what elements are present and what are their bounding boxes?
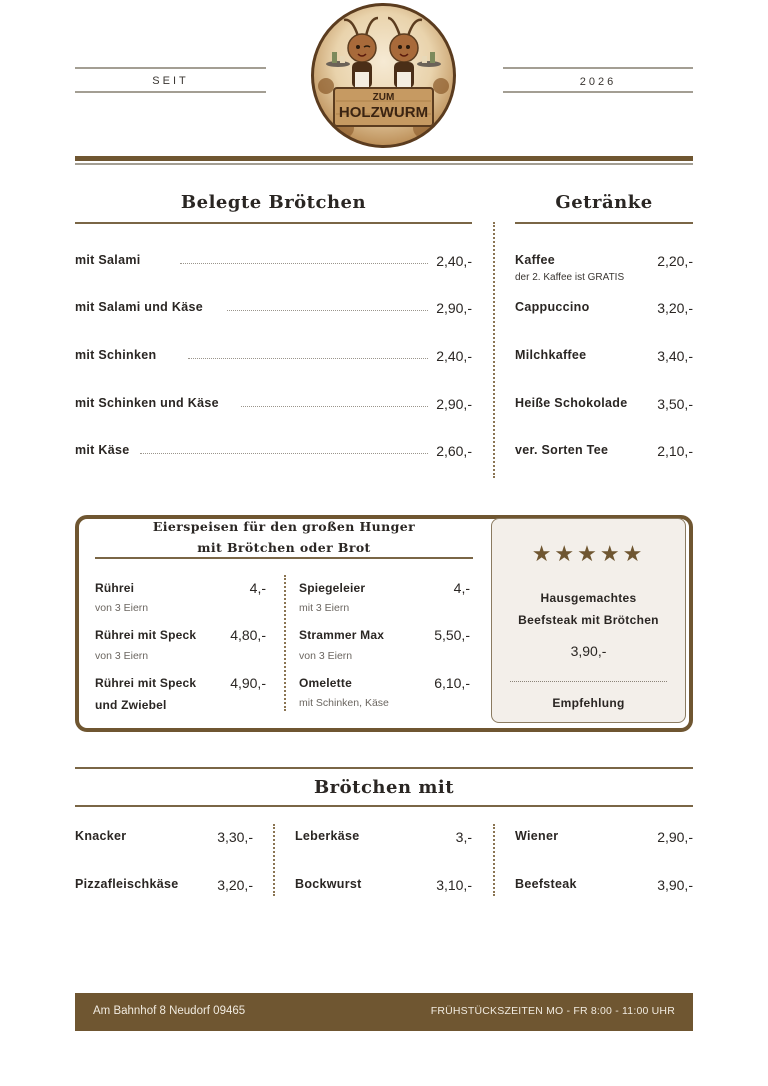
logo <box>311 3 456 148</box>
item-note: mit 3 Eiern <box>299 602 350 614</box>
item-name: Leberkäse <box>295 829 360 843</box>
item-name: Omelette <box>299 676 352 690</box>
header-divider-thin <box>75 163 693 165</box>
item-price: 2,60,- <box>436 443 472 459</box>
year-label: 2026 <box>579 76 617 88</box>
item-price: 3,10,- <box>436 877 472 893</box>
item-price: 2,90,- <box>436 396 472 412</box>
eggs-title-line1: Eierspeisen für den großen Hunger <box>152 519 416 534</box>
item-price: 4,- <box>453 580 470 596</box>
header-divider-thick <box>75 156 693 161</box>
section-rule-bottom <box>75 805 693 807</box>
dot-leader <box>188 358 428 359</box>
item-price: 3,20,- <box>217 877 253 893</box>
star-rating-icon: ★★★★★ <box>531 541 646 566</box>
item-price: 2,40,- <box>436 348 472 364</box>
item-note: der 2. Kaffee ist GRATIS <box>515 272 625 283</box>
item-price: 3,- <box>455 829 472 845</box>
item-price: 4,80,- <box>230 627 266 643</box>
item-name: Bockwurst <box>295 877 362 891</box>
recommendation-line2: Beefsteak mit Brötchen <box>518 613 659 627</box>
item-note: von 3 Eiern <box>95 650 149 662</box>
item-name: Pizzafleischkäse <box>75 877 179 891</box>
section-title: Getränke <box>555 192 653 213</box>
item-price: 4,90,- <box>230 675 266 691</box>
item-price: 2,10,- <box>657 443 693 459</box>
section-rule <box>75 222 472 224</box>
item-name: Strammer Max <box>299 628 385 642</box>
column-divider <box>273 824 275 896</box>
item-name: Spiegeleier <box>299 581 366 595</box>
since-label: SEIT <box>152 75 189 87</box>
item-name: mit Schinken <box>75 348 157 362</box>
item-price: 3,40,- <box>657 348 693 364</box>
item-price: 2,90,- <box>657 829 693 845</box>
dot-leader <box>140 453 428 454</box>
item-price: 6,10,- <box>434 675 470 691</box>
item-price: 3,20,- <box>657 300 693 316</box>
header-line-right-top <box>503 67 693 69</box>
item-name-line2: und Zwiebel <box>95 698 167 712</box>
eggs-title-line2: mit Brötchen oder Brot <box>197 540 371 555</box>
recommendation-label: Empfehlung <box>552 696 625 710</box>
item-price: 2,90,- <box>436 300 472 316</box>
footer-hours: FRÜHSTÜCKSZEITEN MO - FR 8:00 - 11:00 UHR <box>430 1005 675 1017</box>
recommendation-line1: Hausgemachtes <box>540 591 637 605</box>
recommendation-card <box>491 518 686 723</box>
item-name: Knacker <box>75 829 127 843</box>
column-divider <box>493 824 495 896</box>
recommendation-price: 3,90,- <box>570 643 607 659</box>
item-name: Heiße Schokolade <box>515 396 628 410</box>
logo-text-holzwurm: HOLZWURM <box>338 104 429 121</box>
header-line-left-top <box>75 67 266 69</box>
item-price: 2,40,- <box>436 253 472 269</box>
dot-leader <box>241 406 428 407</box>
item-name: Rührei <box>95 581 135 595</box>
section-rule <box>515 222 693 224</box>
item-name: Rührei mit Speck <box>95 676 197 690</box>
eggs-column-divider <box>284 575 286 711</box>
eggs-rule <box>95 557 473 559</box>
item-price: 3,50,- <box>657 396 693 412</box>
item-name: Cappuccino <box>515 300 590 314</box>
footer-address: Am Bahnhof 8 Neudorf 09465 <box>93 1005 246 1017</box>
header-line-right-bottom <box>503 91 693 93</box>
recommendation-divider <box>510 681 667 682</box>
section-title: Belegte Brötchen <box>180 192 367 213</box>
item-note: von 3 Eiern <box>95 602 149 614</box>
item-name: Rührei mit Speck <box>95 628 197 642</box>
item-price: 3,90,- <box>657 877 693 893</box>
item-price: 2,20,- <box>657 253 693 269</box>
item-note: von 3 Eiern <box>299 650 353 662</box>
item-name: Kaffee <box>515 253 556 267</box>
item-name: Wiener <box>515 829 559 843</box>
logo-text-zum: ZUM <box>372 92 395 103</box>
section-rule-top <box>75 767 693 769</box>
item-price: 4,- <box>249 580 266 596</box>
dot-leader <box>227 310 428 311</box>
header-line-left-bottom <box>75 91 266 93</box>
column-divider <box>493 222 495 478</box>
dot-leader <box>180 263 428 264</box>
section-title: Brötchen mit <box>313 777 455 798</box>
item-name: Beefsteak <box>515 877 577 891</box>
item-price: 5,50,- <box>434 627 470 643</box>
item-note: mit Schinken, Käse <box>299 697 389 709</box>
item-name: Milchkaffee <box>515 348 587 362</box>
item-name: mit Käse <box>75 443 130 457</box>
item-name: mit Schinken und Käse <box>75 396 219 410</box>
item-price: 3,30,- <box>217 829 253 845</box>
item-name: ver. Sorten Tee <box>515 443 609 457</box>
item-name: mit Salami <box>75 253 141 267</box>
footer-bar <box>75 993 693 1031</box>
item-name: mit Salami und Käse <box>75 300 203 314</box>
logo-illustration <box>314 6 453 145</box>
